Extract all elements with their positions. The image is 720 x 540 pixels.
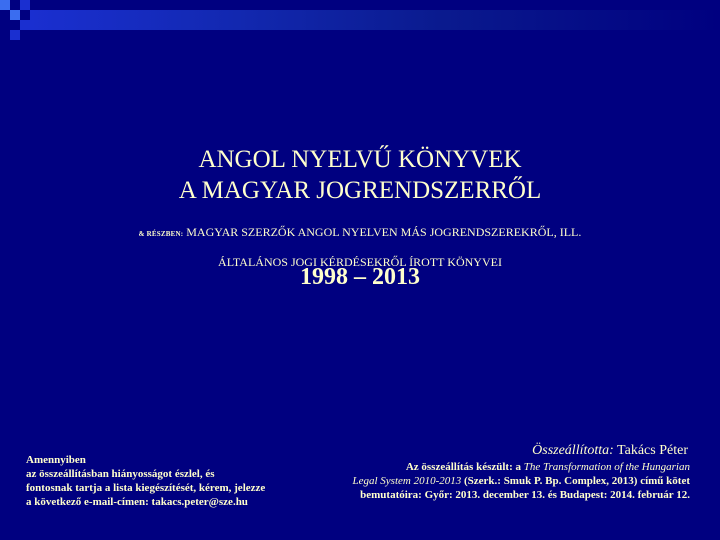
feedback-note (26, 453, 316, 509)
book-title-2: Legal System 2010-2013 (352, 475, 462, 487)
decor-square-3 (20, 0, 30, 10)
source-line-2 (290, 474, 690, 488)
feedback-line-2: az összeállításban hiányosságot észlel, és (26, 468, 215, 480)
subtitle-text-1: MAGYAR SZERZŐK ANGOL NYELVEN MÁS JOGRENDSZEREKRŐL, ILL. (183, 225, 582, 239)
subtitle-tag: & RÉSZBEN: (138, 230, 184, 238)
compiler-label: Összeállította: (532, 443, 614, 458)
compiler-credit (358, 443, 688, 459)
slide-title (0, 144, 720, 206)
feedback-line-1: Amennyiben (26, 454, 86, 466)
decor-square-1 (0, 0, 10, 10)
year-range: 1998 – 2013 (300, 264, 420, 290)
decor-square-5 (10, 30, 20, 40)
compiler-name: Takács Péter (613, 443, 688, 458)
title-line-2: A MAGYAR JOGRENDSZERRŐL (178, 177, 542, 204)
source-prefix: Az összeállítás készült: a (405, 461, 524, 473)
decor-square-2 (10, 10, 20, 20)
source-line-3: bemutatóira: Győr: 2013. december 13. és Budapest: 2014. február 12. (360, 489, 690, 501)
subtitle-line-1 (40, 218, 680, 248)
source-suffix: (Szerk.: Smuk P. Bp. Complex, 2013) című kötet (461, 475, 690, 487)
feedback-line-4: a következő e-mail-címen: takacs.peter@sze.hu (26, 496, 248, 508)
book-title-1: The Transformation of the Hungarian (523, 461, 690, 473)
decor-top-bar (30, 10, 720, 30)
source-note (290, 460, 690, 502)
title-line-1: ANGOL NYELVŰ KÖNYVEK (198, 146, 522, 173)
decor-square-4 (20, 20, 30, 30)
subtitle-line-2: ÁLTALÁNOS JOGI KÉRDÉSEKRŐL ÍROTT KÖNYVEI (218, 255, 502, 269)
feedback-line-3: fontosnak tartja a lista kiegészítését, kérem, jelezze (26, 482, 266, 494)
source-line-1 (290, 460, 690, 474)
